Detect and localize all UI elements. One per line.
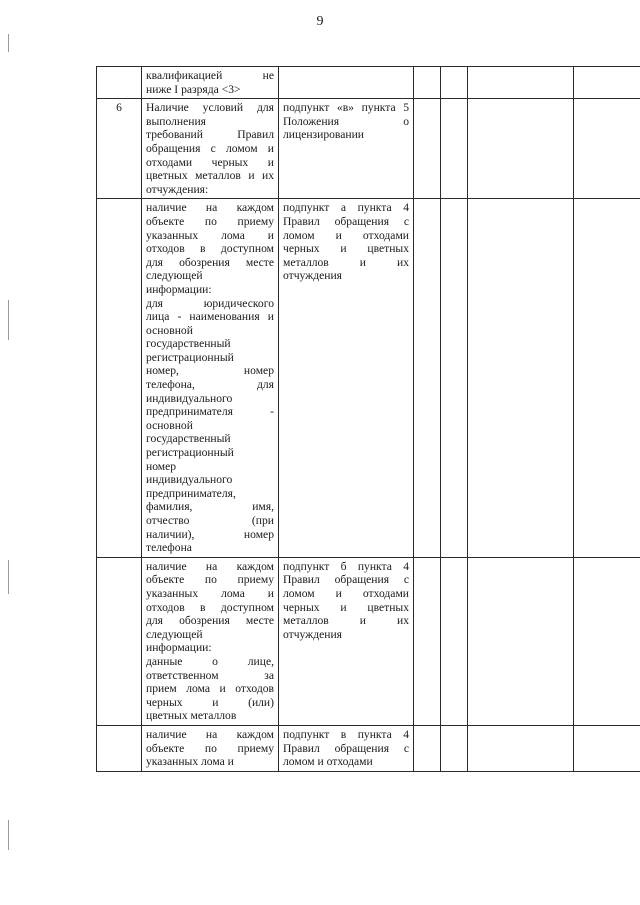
text-line: государственный xyxy=(146,432,231,446)
text-line: номер, номер xyxy=(146,364,274,378)
empty-cell xyxy=(441,199,468,557)
text-line: ответственном за xyxy=(146,668,274,682)
empty-cell xyxy=(414,725,441,771)
text-line: телефона, для xyxy=(146,378,274,392)
text-line: отчуждения xyxy=(283,627,342,641)
text-line: отходами черных и xyxy=(146,155,274,169)
text-line: ломом и отходами xyxy=(283,228,409,242)
table-row xyxy=(97,557,640,725)
text-line: лица - наименования и xyxy=(146,310,274,324)
text-line: подпункт «в» пункта 5 xyxy=(283,101,409,115)
text-line: отчуждения: xyxy=(146,182,209,196)
requirement-cell xyxy=(142,557,279,725)
text-line: Правил обращения с xyxy=(283,573,409,587)
empty-cell xyxy=(468,725,574,771)
empty-cell xyxy=(574,99,640,199)
text-line: отходов в доступном xyxy=(146,242,274,256)
empty-cell xyxy=(468,99,574,199)
text-line: обращения с ломом и xyxy=(146,141,274,155)
text-line: информации: xyxy=(146,641,212,655)
text-line: черных и цветных xyxy=(283,600,409,614)
empty-cell xyxy=(414,99,441,199)
empty-cell xyxy=(414,199,441,557)
empty-cell xyxy=(468,67,574,99)
text-line: указанных лома и xyxy=(146,755,234,769)
requirement-cell xyxy=(142,199,279,557)
scan-artifact xyxy=(8,34,9,52)
text-line: информации: xyxy=(146,282,212,296)
text-line: объекте по приему xyxy=(146,214,274,228)
text-line: указанных лома и xyxy=(146,228,274,242)
text-line: Правил обращения с xyxy=(283,214,409,228)
table-row xyxy=(97,99,640,199)
table-row xyxy=(97,199,640,557)
text-line: требований Правил xyxy=(146,128,274,142)
reference-cell xyxy=(279,725,414,771)
text-line: отходов в доступном xyxy=(146,600,274,614)
text-line: цветных металлов xyxy=(146,709,237,723)
row-number xyxy=(97,725,142,771)
reference-cell xyxy=(279,67,414,99)
text-line: квалификацией не xyxy=(146,69,274,82)
reference-cell xyxy=(279,99,414,199)
text-line: для обозрения месте xyxy=(146,255,274,269)
text-line: номер xyxy=(146,459,177,473)
row-number xyxy=(97,67,142,99)
empty-cell xyxy=(574,67,640,99)
text-line: основной xyxy=(146,323,193,337)
text-line: отчество (при xyxy=(146,514,274,527)
text-line: подпункт а пункта 4 xyxy=(283,201,409,215)
text-line: индивидуального xyxy=(146,473,233,487)
text-line: предпринимателя, xyxy=(146,486,236,500)
text-line: наличие на каждом xyxy=(146,559,274,573)
text-line: предпринимателя - xyxy=(146,405,274,419)
scan-artifact xyxy=(8,820,9,850)
text-line: указанных лома и xyxy=(146,586,274,600)
text-line: следующей xyxy=(146,627,203,641)
text-line: металлов и их xyxy=(283,614,409,628)
empty-cell xyxy=(468,557,574,725)
empty-cell xyxy=(441,557,468,725)
requirements-table xyxy=(96,66,640,772)
requirement-cell xyxy=(142,99,279,199)
row-number xyxy=(97,557,142,725)
text-line: выполнения xyxy=(146,114,206,128)
empty-cell xyxy=(441,67,468,99)
text-line: объекте по приему xyxy=(146,741,274,755)
text-line: индивидуального xyxy=(146,391,233,405)
text-line: государственный xyxy=(146,337,231,351)
empty-cell xyxy=(468,199,574,557)
text-line: Наличие условий для xyxy=(146,101,274,115)
empty-cell xyxy=(441,725,468,771)
text-line: черных и цветных xyxy=(283,242,409,256)
text-line: для юридического xyxy=(146,296,274,310)
text-line: ниже I разряда <3> xyxy=(146,82,241,96)
text-line: регистрационный xyxy=(146,350,234,364)
reference-cell xyxy=(279,199,414,557)
text-line: наличии), номер xyxy=(146,527,274,541)
row-number: 6 xyxy=(97,99,142,199)
text-line: отчуждения xyxy=(283,269,342,283)
scan-artifact xyxy=(8,300,9,340)
empty-cell xyxy=(441,99,468,199)
text-line: лицензировании xyxy=(283,128,365,142)
empty-cell xyxy=(574,199,640,557)
text-line: наличие на каждом xyxy=(146,201,274,215)
text-line: следующей xyxy=(146,269,203,283)
text-line: объекте по приему xyxy=(146,573,274,587)
text-line: данные о лице, xyxy=(146,654,274,668)
text-line: металлов и их xyxy=(283,255,409,269)
requirement-cell xyxy=(142,725,279,771)
text-line: подпункт в пункта 4 xyxy=(283,727,409,741)
text-line: подпункт б пункта 4 xyxy=(283,559,409,573)
text-line: наличие на каждом xyxy=(146,727,274,741)
text-line: основной xyxy=(146,418,193,432)
text-line: фамилия, имя, xyxy=(146,500,274,514)
table-row xyxy=(97,67,640,99)
text-line: черных и (или) xyxy=(146,695,274,709)
scan-artifact xyxy=(8,560,9,594)
empty-cell xyxy=(574,725,640,771)
text-line: ломом и отходами xyxy=(283,755,373,769)
page-number: 9 xyxy=(316,14,324,29)
text-line: Положения о xyxy=(283,114,409,128)
row-number xyxy=(97,199,142,557)
text-line: цветных металлов и их xyxy=(146,169,274,183)
table-row xyxy=(97,725,640,771)
reference-cell xyxy=(279,557,414,725)
text-line: телефона xyxy=(146,541,192,555)
text-line: Правил обращения с xyxy=(283,741,409,755)
empty-cell xyxy=(574,557,640,725)
text-line: прием лома и отходов xyxy=(146,682,274,696)
empty-cell xyxy=(414,67,441,99)
text-line: ломом и отходами xyxy=(283,586,409,600)
text-line: для обозрения месте xyxy=(146,614,274,628)
text-line: регистрационный xyxy=(146,446,234,460)
empty-cell xyxy=(414,557,441,725)
requirement-cell xyxy=(142,67,279,99)
